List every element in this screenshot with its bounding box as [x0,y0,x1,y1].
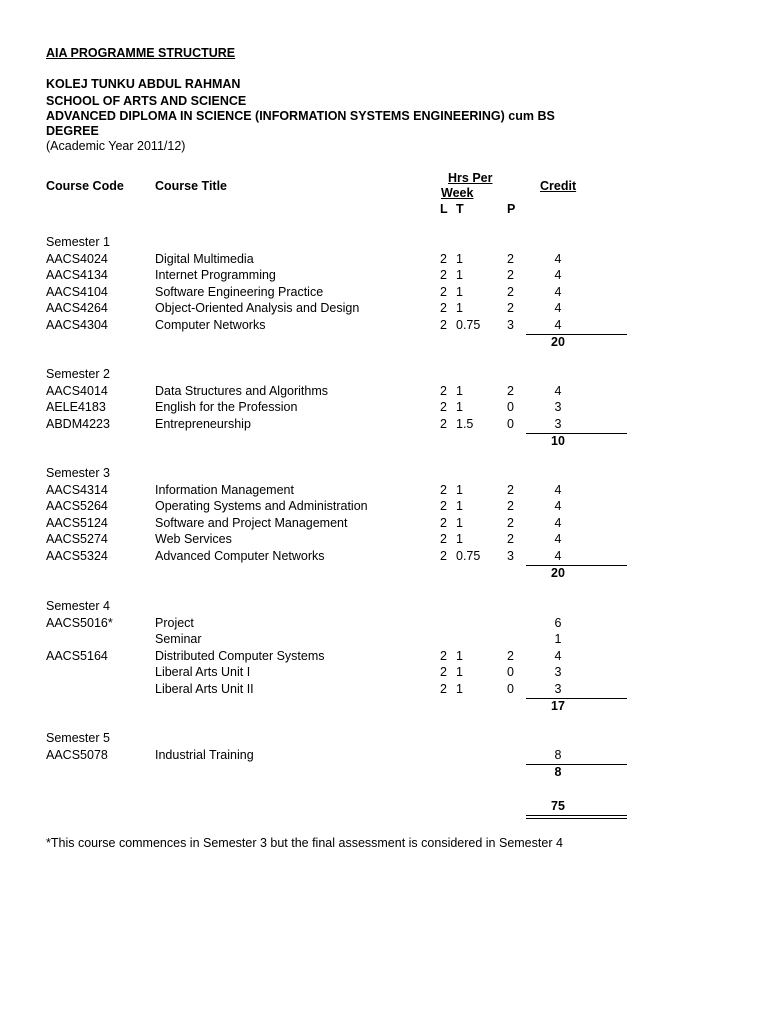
semester-subtotal: 8 [554,764,562,779]
practical-hours: 2 [507,284,514,299]
school-name: SCHOOL OF ARTS AND SCIENCE [46,94,247,108]
course-title: Information Management [155,482,294,497]
practical-hours: 0 [507,681,514,696]
course-code: AACS4014 [46,383,108,398]
lecture-hours: 2 [440,532,447,546]
tutorial-hours: 1 [456,681,463,696]
lecture-hours: 2 [440,317,447,332]
tutorial-hours: 1 [456,532,463,546]
tutorial-hours: 1 [456,648,463,663]
practical-hours: 0 [507,665,514,679]
grand-total: 75 [551,799,565,813]
course-title: Liberal Arts Unit II [155,681,254,696]
tutorial-hours: 1 [456,515,463,530]
course-code: AACS5274 [46,532,108,546]
course-credit: 3 [554,416,562,431]
semester-subtotal: 20 [551,565,565,580]
course-credit: 3 [554,681,562,696]
course-title: Digital Multimedia [155,251,254,266]
semester-subtotal: 17 [551,698,565,713]
course-title: Liberal Arts Unit I [155,665,251,679]
semester-label: Semester 1 [46,235,110,249]
course-title: Software and Project Management [155,515,348,530]
lecture-hours: 2 [440,482,447,497]
course-title: Web Services [155,532,232,546]
semester-label: Semester 3 [46,466,110,480]
academic-year: (Academic Year 2011/12) [46,139,186,153]
lecture-hours: 2 [440,251,447,266]
header-course-code: Course Code [46,179,124,193]
course-credit: 4 [554,317,562,332]
course-code: AACS4104 [46,284,108,299]
practical-hours: 0 [507,416,514,431]
tutorial-hours: 1 [456,665,463,679]
lecture-hours: 2 [440,548,447,563]
course-title: Object-Oriented Analysis and Design [155,301,360,315]
course-credit: 4 [554,482,562,497]
programme-title-line2: DEGREE [46,124,99,138]
tutorial-hours: 1 [456,383,463,398]
course-code: AACS4024 [46,251,108,266]
semester-label: Semester 4 [46,599,110,613]
course-code: AACS4314 [46,482,108,497]
semester-label: Semester 5 [46,731,110,745]
course-title: Industrial Training [155,747,254,762]
header-p: P [507,202,516,216]
practical-hours: 2 [507,301,514,315]
lecture-hours: 2 [440,400,447,414]
course-credit: 3 [554,665,562,679]
tutorial-hours: 1 [456,482,463,497]
tutorial-hours: 1 [456,251,463,266]
course-credit: 4 [554,532,562,546]
practical-hours: 3 [507,317,514,332]
course-code: AELE4183 [46,400,106,414]
tutorial-hours: 1 [456,268,463,282]
course-code: AACS5164 [46,648,108,663]
practical-hours: 2 [507,482,514,497]
lecture-hours: 2 [440,681,447,696]
course-credit: 3 [554,400,562,414]
semester-subtotal: 10 [551,433,565,448]
course-credit: 4 [554,284,562,299]
practical-hours: 2 [507,499,514,513]
course-code: AACS5264 [46,499,108,513]
lecture-hours: 2 [440,665,447,679]
lecture-hours: 2 [440,515,447,530]
header-t: T [456,202,464,216]
practical-hours: 2 [507,268,514,282]
course-title: Internet Programming [155,268,276,282]
course-code: AACS5016* [46,615,113,630]
lecture-hours: 2 [440,499,447,513]
course-code: AACS5078 [46,747,108,762]
course-credit: 4 [554,268,562,282]
course-title: Advanced Computer Networks [155,548,325,563]
header-hrs-per: Hrs Per [448,171,493,185]
practical-hours: 2 [507,515,514,530]
course-code: AACS5324 [46,548,108,563]
institution-name: KOLEJ TUNKU ABDUL RAHMAN [46,77,241,91]
course-credit: 4 [554,515,562,530]
course-code: AACS4134 [46,268,108,282]
course-title: Operating Systems and Administration [155,499,368,513]
document-heading: AIA PROGRAMME STRUCTURE [46,46,236,60]
header-course-title: Course Title [155,179,228,193]
lecture-hours: 2 [440,284,447,299]
course-title: Data Structures and Algorithms [155,383,328,398]
course-title: Software Engineering Practice [155,284,324,299]
header-week: Week [441,186,474,200]
course-code: AACS5124 [46,515,108,530]
practical-hours: 2 [507,383,514,398]
course-credit: 4 [554,648,562,663]
course-credit: 4 [554,251,562,266]
course-credit: 8 [554,747,562,762]
course-title: Distributed Computer Systems [155,648,325,663]
course-credit: 6 [554,615,562,630]
tutorial-hours: 1 [456,284,463,299]
programme-title-line1: ADVANCED DIPLOMA IN SCIENCE (INFORMATION SYSTEMS ENGINEERING) cum BS [46,109,555,123]
lecture-hours: 2 [440,301,447,315]
lecture-hours: 2 [440,268,447,282]
tutorial-hours: 1 [456,499,463,513]
header-credit: Credit [540,179,577,193]
course-credit: 1 [554,632,562,646]
lecture-hours: 2 [440,383,447,398]
footnote: *This course commences in Semester 3 but the final assessment is considered in Semester 4 [46,836,563,850]
course-title: Entrepreneurship [155,416,251,431]
course-title: Seminar [155,632,202,646]
course-credit: 4 [554,301,562,315]
tutorial-hours: 0.75 [456,317,481,332]
lecture-hours: 2 [440,648,447,663]
tutorial-hours: 1.5 [456,416,474,431]
practical-hours: 2 [507,648,514,663]
semester-subtotal: 20 [551,334,565,349]
grand-total-double-rule [526,815,627,819]
lecture-hours: 2 [440,416,447,431]
course-title: Computer Networks [155,317,266,332]
course-credit: 4 [554,499,562,513]
course-credit: 4 [554,548,562,563]
semester-label: Semester 2 [46,367,110,381]
practical-hours: 0 [507,400,514,414]
tutorial-hours: 1 [456,400,463,414]
course-title: Project [155,615,194,630]
course-title: English for the Profession [155,400,298,414]
tutorial-hours: 0.75 [456,548,481,563]
header-l: L [440,202,448,216]
practical-hours: 2 [507,532,514,546]
practical-hours: 2 [507,251,514,266]
practical-hours: 3 [507,548,514,563]
course-code: AACS4264 [46,301,108,315]
course-credit: 4 [554,383,562,398]
course-code: AACS4304 [46,317,108,332]
tutorial-hours: 1 [456,301,463,315]
course-code: ABDM4223 [46,416,110,431]
